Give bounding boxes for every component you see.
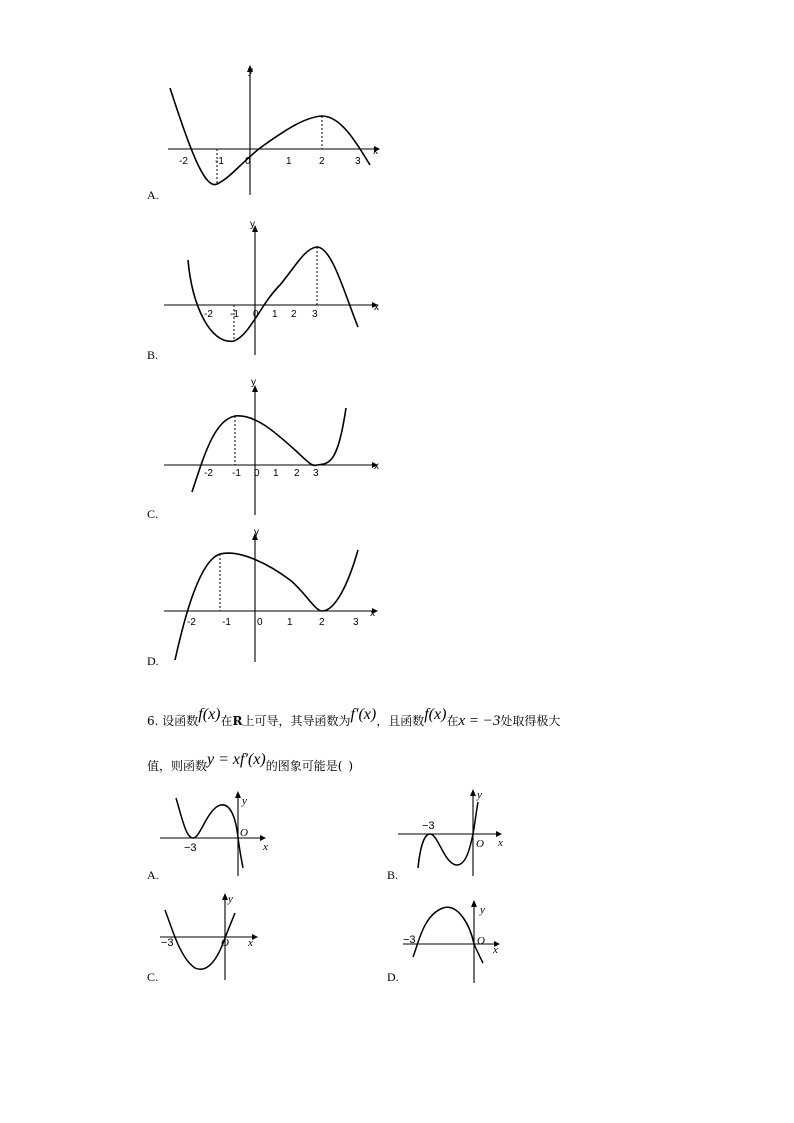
question-text: 处取得极大 — [500, 714, 561, 728]
curve — [188, 247, 358, 341]
graph-5c — [160, 372, 390, 517]
math-R: R — [232, 714, 243, 728]
tick-label: 0 — [245, 156, 251, 167]
option-label: C. — [147, 970, 159, 984]
origin-label: O — [476, 838, 484, 850]
question-text: 上可导，其导函数为 — [242, 714, 351, 728]
tick-label: -2 — [204, 309, 213, 320]
tick-label: -1 — [232, 468, 241, 479]
tick-label: 0 — [257, 617, 263, 628]
graph-5a — [160, 60, 390, 200]
graph-5d — [160, 525, 390, 670]
y-axis-label: y — [242, 795, 247, 807]
y-axis-label: y — [477, 789, 482, 801]
tick-label: 3 — [312, 309, 318, 320]
y-axis-label: y — [228, 893, 233, 905]
y-axis-arrow — [470, 789, 476, 796]
tick-label: 2 — [319, 156, 325, 167]
question-text: ) — [348, 759, 354, 773]
curve — [170, 88, 370, 185]
tick-label: 3 — [353, 617, 359, 628]
curve — [176, 798, 243, 868]
tick-label: 3 — [355, 156, 361, 167]
tick-label: −3 — [422, 820, 435, 832]
question-6-line-1 — [147, 706, 561, 730]
x-axis-label: x — [374, 302, 379, 313]
y-axis-label: y — [251, 377, 256, 388]
tick-label: -1 — [215, 156, 224, 167]
tick-label: 1 — [286, 156, 292, 167]
question-text: 在 — [220, 714, 233, 728]
option-label: C. — [147, 507, 159, 521]
origin-label: O — [477, 935, 485, 947]
question-text: 设函数 — [162, 714, 199, 728]
curve — [175, 550, 358, 660]
x-axis-arrow — [252, 934, 258, 940]
curve — [192, 408, 346, 492]
graph-6b — [398, 788, 518, 878]
x-axis-label: x — [248, 937, 253, 949]
y-axis-arrow — [471, 900, 477, 907]
tick-label: −3 — [403, 934, 416, 946]
option-label: B. — [387, 868, 399, 882]
x-axis-label: x — [263, 841, 268, 853]
y-axis-label: y — [250, 219, 255, 230]
tick-label: -2 — [187, 617, 196, 628]
x-axis-label: x — [370, 608, 375, 619]
option-label: A. — [147, 868, 159, 882]
tick-label: -2 — [179, 156, 188, 167]
math-expression: y = xf′(x) — [207, 751, 266, 768]
math-fx: f(x) — [198, 706, 221, 723]
tick-label: 1 — [287, 617, 293, 628]
option-label: D. — [147, 654, 159, 668]
tick-label: 1 — [272, 309, 278, 320]
tick-label: 2 — [294, 468, 300, 479]
math-condition: x = −3 — [458, 713, 501, 729]
graph-6a — [160, 788, 280, 878]
tick-label: -2 — [204, 468, 213, 479]
y-axis-label: y — [254, 527, 259, 538]
graph-6c — [160, 888, 280, 983]
tick-label: 2 — [319, 617, 325, 628]
option-label: D. — [387, 970, 399, 984]
tick-label: 1 — [273, 468, 279, 479]
graph-6d — [398, 895, 518, 985]
y-axis-arrow — [235, 791, 241, 798]
x-axis-label: x — [373, 146, 378, 157]
question-text: 在 — [446, 714, 459, 728]
origin-label: O — [221, 937, 229, 949]
option-label: B. — [147, 348, 159, 362]
question-text: 值，则函数 — [147, 759, 208, 773]
question-6-line-2 — [147, 751, 354, 775]
y-axis-label: y — [480, 904, 485, 916]
x-axis-label: x — [493, 944, 498, 956]
math-fx: f(x) — [424, 706, 447, 723]
curve — [418, 802, 478, 868]
tick-label: −3 — [161, 937, 174, 949]
tick-label: 0 — [253, 309, 259, 320]
origin-label: O — [240, 827, 248, 839]
graph-5b — [160, 215, 390, 360]
tick-label: −3 — [184, 842, 197, 854]
curve — [413, 907, 483, 963]
question-text: ，且函数 — [376, 714, 425, 728]
question-text: 的图象可能是( — [265, 759, 343, 773]
tick-label: -1 — [230, 309, 239, 320]
x-axis-label: x — [498, 837, 503, 849]
math-fpx: f′(x) — [350, 706, 377, 723]
tick-label: 3 — [313, 468, 319, 479]
x-axis-label: x — [374, 461, 379, 472]
tick-label: -1 — [222, 617, 231, 628]
question-number: 6. — [147, 714, 159, 728]
tick-label: 2 — [291, 309, 297, 320]
option-label: A. — [147, 188, 159, 202]
y-axis-label: y — [248, 66, 253, 77]
tick-label: 0 — [254, 468, 260, 479]
